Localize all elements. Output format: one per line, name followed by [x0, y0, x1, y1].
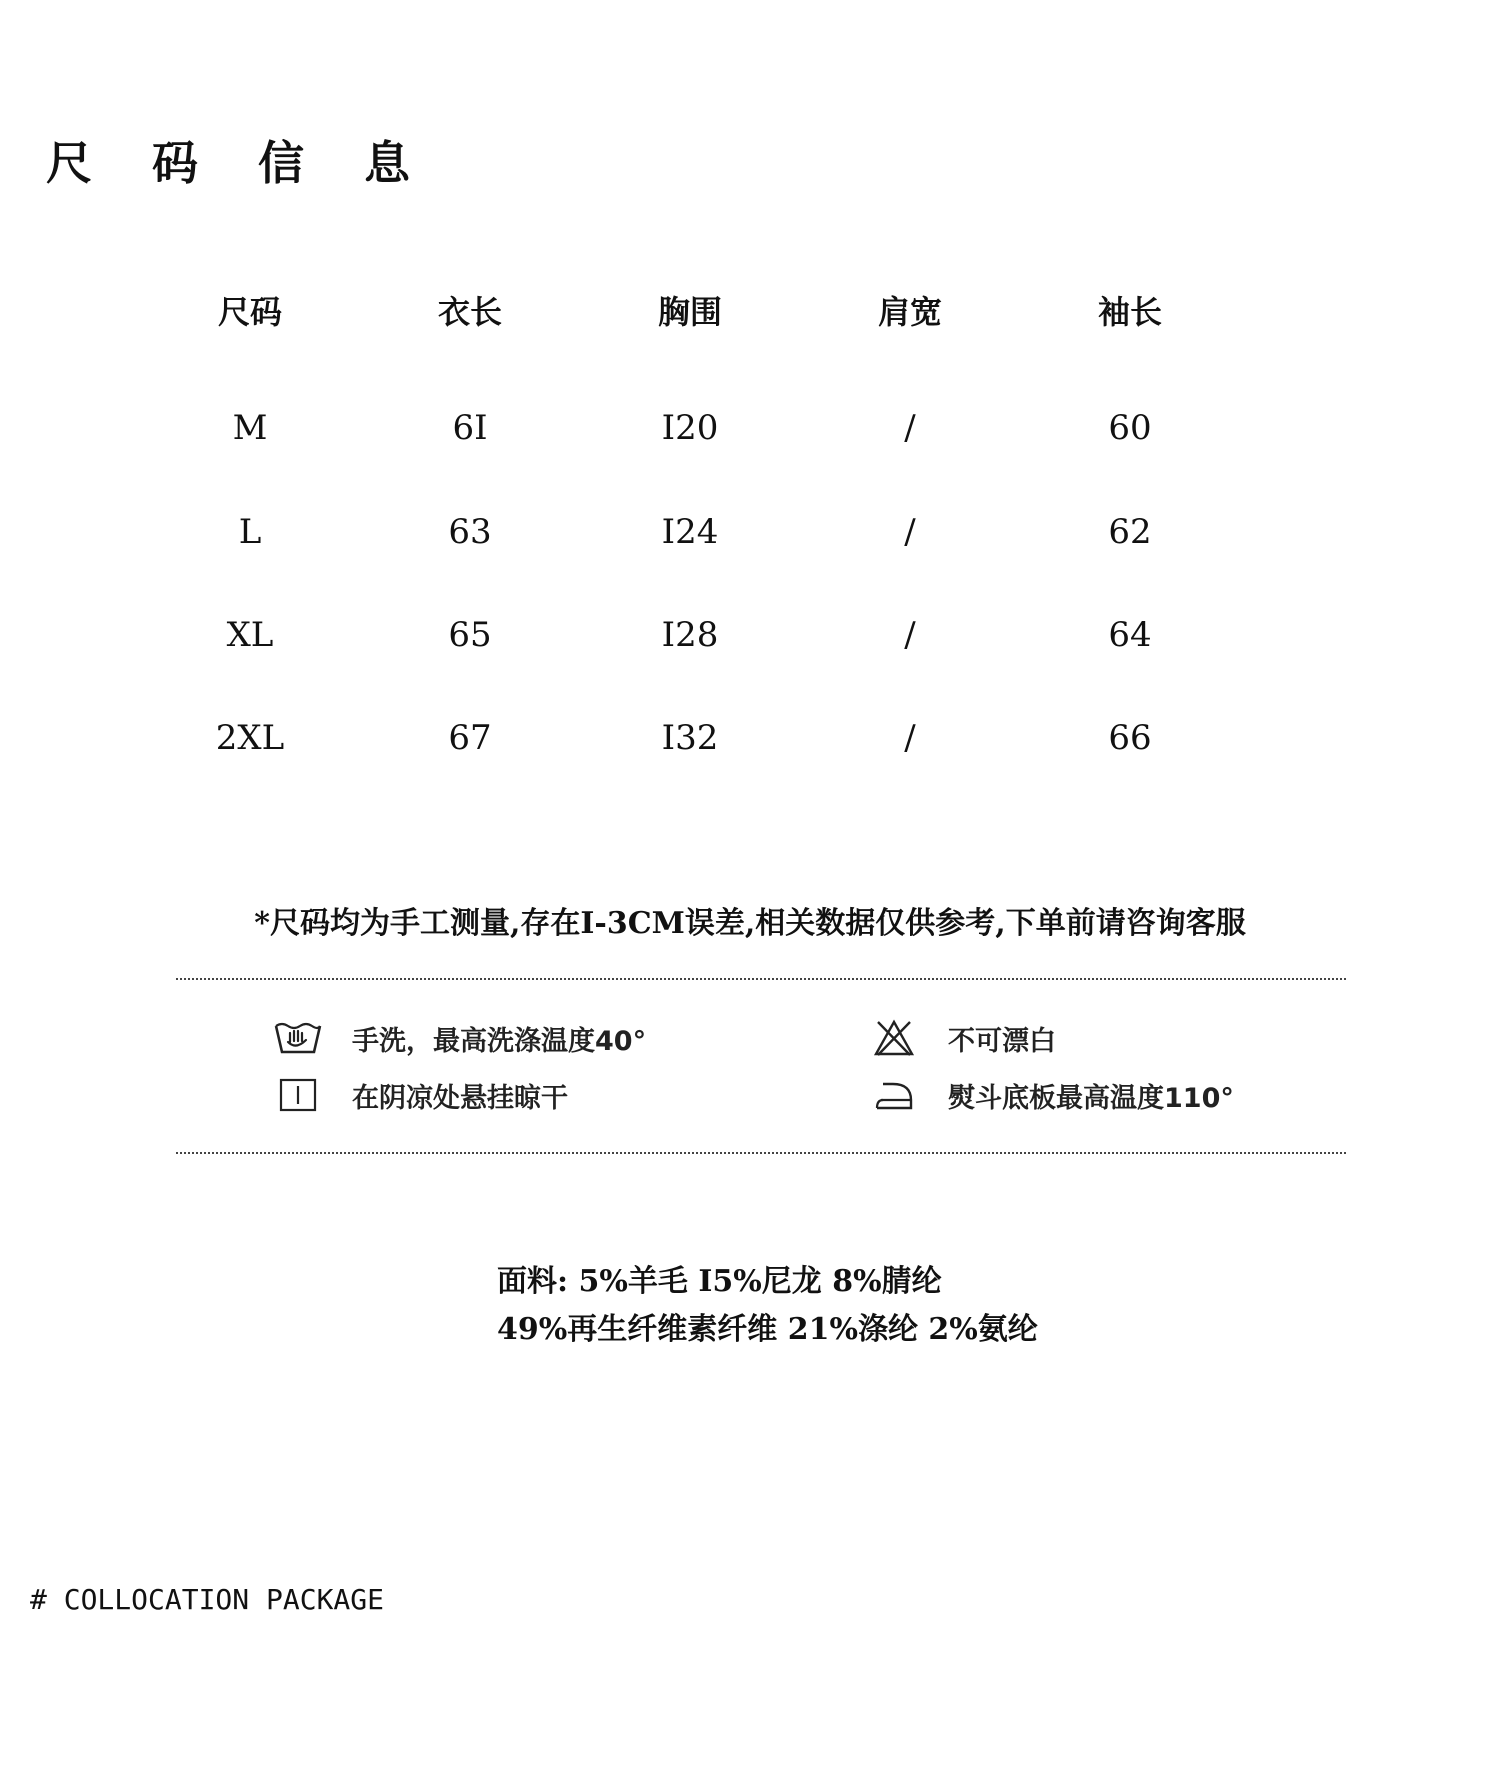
measurement-note: *尺码均为手工测量,存在I-3CM误差,相关数据仅供参考,下单前请咨询客服 [254, 906, 1246, 941]
cell-length: 67 [448, 717, 492, 758]
cell-chest: I32 [661, 717, 719, 758]
table-row [140, 480, 1240, 583]
care-no-bleach [870, 1018, 1056, 1058]
col-header-size: 尺码 [217, 293, 282, 331]
table-header-row [140, 280, 1240, 340]
cell-size: XL [226, 614, 274, 655]
divider-top [176, 978, 1346, 980]
line-dry-shade-icon [274, 1075, 322, 1115]
care-iron-label: 熨斗底板最高温度110° [948, 1082, 1234, 1114]
cell-size: 2XL [215, 717, 285, 758]
care-hand-wash [274, 1018, 646, 1058]
col-header-shoulder: 肩宽 [877, 293, 942, 331]
hand-wash-icon [274, 1018, 322, 1058]
cell-chest: I28 [661, 614, 719, 655]
table-row [140, 583, 1240, 686]
fabric-line-1: 面料: 5%羊毛 I5%尼龙 8%腈纶 [497, 1264, 942, 1299]
divider-bottom [176, 1152, 1346, 1154]
cell-chest: I20 [661, 407, 719, 448]
cell-shoulder: / [904, 717, 916, 758]
cell-length: 6I [452, 407, 488, 448]
cell-sleeve: 62 [1108, 511, 1152, 552]
col-header-chest: 胸围 [657, 293, 722, 331]
no-bleach-icon [870, 1018, 918, 1058]
care-no-bleach-label: 不可漂白 [948, 1025, 1056, 1057]
cell-length: 63 [448, 511, 492, 552]
cell-shoulder: / [904, 407, 916, 448]
care-hand-wash-label: 手洗，最高洗涤温度40° [352, 1025, 647, 1057]
table-row [140, 686, 1240, 789]
col-header-sleeve: 袖长 [1097, 293, 1162, 331]
cell-size: L [238, 511, 262, 552]
col-header-length: 衣长 [437, 293, 502, 331]
care-shade-dry-label: 在阴凉处悬挂晾干 [352, 1082, 568, 1114]
care-iron [870, 1075, 1234, 1115]
cell-shoulder: / [904, 511, 916, 552]
cell-chest: I24 [661, 511, 719, 552]
fabric-line-2: 49%再生纤维素纤维 21%涤纶 2%氨纶 [497, 1312, 1038, 1347]
cell-sleeve: 64 [1108, 614, 1152, 655]
cell-sleeve: 66 [1108, 717, 1152, 758]
cell-shoulder: / [904, 614, 916, 655]
size-table [140, 280, 1240, 789]
cell-length: 65 [448, 614, 492, 655]
care-shade-dry [274, 1075, 568, 1115]
page-title: 尺 码 信 息 [46, 136, 433, 190]
table-row [140, 340, 1240, 480]
iron-icon [870, 1075, 918, 1115]
collocation-package-label: # COLLOCATION PACKAGE [30, 1583, 385, 1616]
cell-sleeve: 60 [1108, 407, 1152, 448]
cell-size: M [232, 407, 268, 448]
